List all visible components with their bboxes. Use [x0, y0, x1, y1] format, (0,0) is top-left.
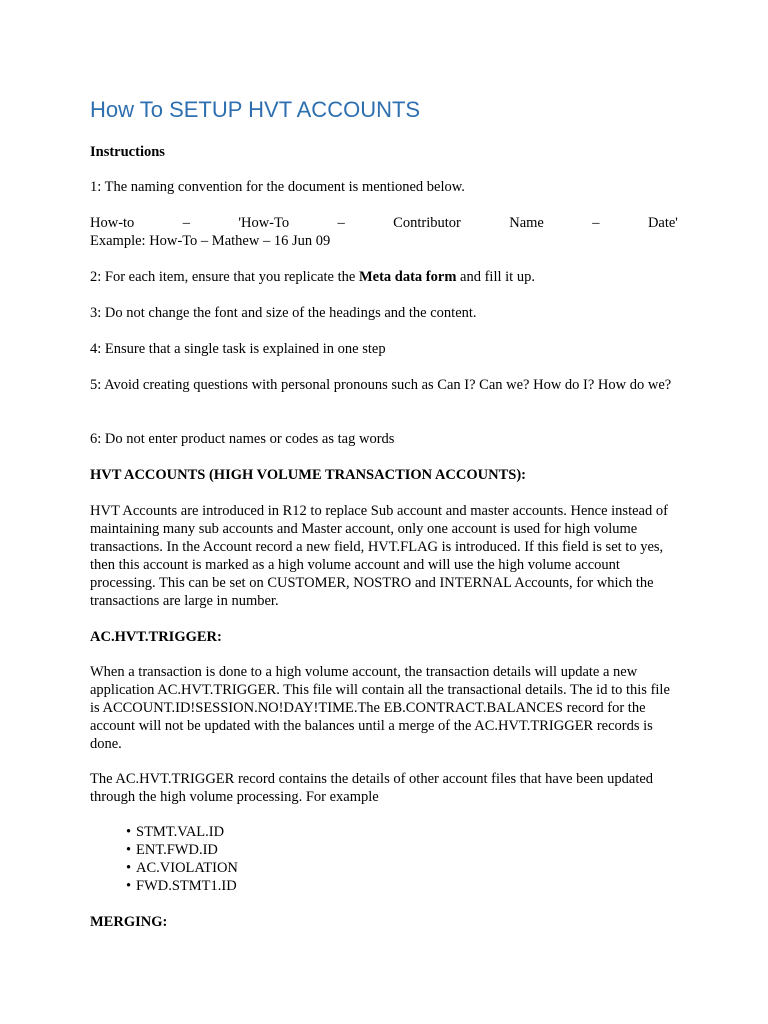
bullet-icon: •	[126, 860, 132, 876]
hvt-accounts-paragraph: HVT Accounts are introduced in R12 to replace Sub account and master accounts. Hence instead of maintaining many sub accounts and Master account, only one account is used for high volume transactions. In the Account record a new field, HVT.FLAG is introduced. If this field is set to yes, then this account is marked as a high volume account and will use the high volume account processing. This can be set on CUSTOMER, NOSTRO and INTERNAL Accounts, for which the transactions are large in number.	[90, 503, 668, 609]
meta-data-form-text: Meta data form	[358, 269, 457, 285]
naming-example: Example: How-To – Mathew – 16 Jun 09	[90, 233, 331, 249]
ac-hvt-trigger-paragraph-1: When a transaction is done to a high volume account, the transaction details will update a new application AC.HVT.TRIGGER. This file will contain all the transactional details. The id to this file is ACCOUNT.ID!SESSION.NO!DAY!TIME.The EB.CONTRACT.BALANCES record for the account will not be updated with the balances until a merge of the AC.HVT.TRIGGER records is done.	[90, 664, 670, 752]
list-item-text: STMT.VAL.ID	[136, 824, 225, 840]
naming-part: How-to	[90, 215, 135, 231]
naming-part: Contributor	[393, 215, 461, 231]
ac-hvt-trigger-heading: AC.HVT.TRIGGER:	[90, 629, 222, 645]
step-4: 4: Ensure that a single task is explained in one step	[90, 341, 386, 357]
step-3: 3: Do not change the font and size of the headings and the content.	[90, 305, 477, 321]
document-title: How To SETUP HVT ACCOUNTS	[90, 97, 421, 122]
naming-part: –	[337, 215, 345, 231]
instructions-heading: Instructions	[90, 144, 165, 160]
step-1: 1: The naming convention for the document is mentioned below.	[90, 179, 465, 195]
bullet-icon: •	[126, 878, 132, 894]
naming-convention	[90, 214, 678, 250]
list-item-text: ENT.FWD.ID	[136, 842, 218, 858]
step-2-text-end: and fill it up.	[456, 269, 535, 285]
list-item	[126, 877, 238, 895]
naming-part: –	[182, 215, 190, 231]
list-item	[126, 823, 238, 841]
list-item	[126, 859, 238, 877]
naming-convention-line	[90, 214, 678, 232]
naming-part: Date'	[647, 215, 678, 231]
hvt-accounts-heading: HVT ACCOUNTS (HIGH VOLUME TRANSACTION ACCOUNTS):	[90, 467, 526, 483]
trigger-fields-list	[126, 823, 238, 895]
naming-part: –	[592, 215, 600, 231]
step-2	[90, 268, 678, 286]
list-item-text: AC.VIOLATION	[136, 860, 238, 876]
list-item-text: FWD.STMT1.ID	[136, 878, 237, 894]
merging-heading: MERGING:	[90, 914, 168, 930]
bullet-icon: •	[126, 842, 132, 858]
bullet-icon: •	[126, 824, 132, 840]
step-5: 5: Avoid creating questions with personal pronouns such as Can I? Can we? How do I? How do we?	[90, 377, 672, 393]
naming-part: Name	[509, 215, 544, 231]
naming-part: 'How-To	[238, 215, 290, 231]
step-6: 6: Do not enter product names or codes as tag words	[90, 431, 395, 447]
ac-hvt-trigger-paragraph-2: The AC.HVT.TRIGGER record contains the details of other account files that have been updated through the high volume processing. For example	[90, 771, 654, 805]
list-item	[126, 841, 238, 859]
step-2-text: 2: For each item, ensure that you replicate the	[90, 269, 359, 285]
